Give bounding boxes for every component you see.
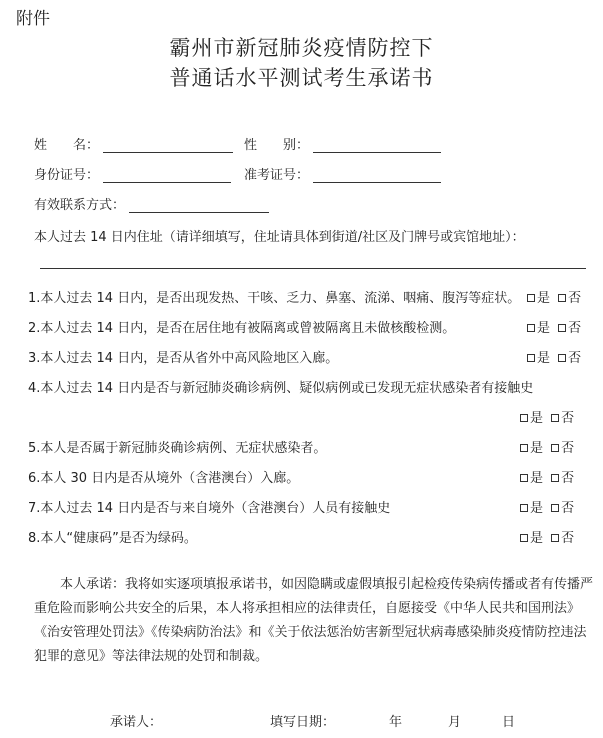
question-7: 7.本人过去 14 日内是否与来自境外（含港澳台）人员有接触史 xyxy=(28,501,391,516)
day-label: 日 xyxy=(502,715,516,730)
fill-date-label: 填写日期： xyxy=(270,715,336,730)
q5-options xyxy=(520,437,574,456)
q2-no-label: 否 xyxy=(568,321,582,336)
q3-options xyxy=(527,347,581,366)
q8-yes-label: 是 xyxy=(530,531,544,546)
gender-field-row xyxy=(244,134,441,153)
q4-options xyxy=(520,407,574,426)
month-label: 月 xyxy=(448,715,462,730)
pledge-text: 本人承诺：我将如实逐项填报承诺书，如因隐瞒或虚假填报引起检疫传染病传播或者有传播严重危险而影响公共安全的后果，本人将承担相应的法律责任，自愿接受《中华人民共和国刑法》《治安管理处罚法》《传染病防治法》和《关于依法惩治妨害新型冠状病毒感染肺炎疫情防控违法犯罪的意见》等法律法规的处罚和制裁。 xyxy=(34,577,594,664)
q3-yes-checkbox[interactable] xyxy=(527,354,535,362)
q6-yes-checkbox[interactable] xyxy=(520,474,528,482)
q5-no-label: 否 xyxy=(561,441,575,456)
q6-no-label: 否 xyxy=(561,471,575,486)
q4-no-checkbox[interactable] xyxy=(551,414,559,422)
q1-no-label: 否 xyxy=(568,291,582,306)
name-label: 姓 名： xyxy=(34,138,100,153)
q2-yes-label: 是 xyxy=(537,321,551,336)
id-field-row xyxy=(34,164,231,183)
question-5: 5.本人是否属于新冠肺炎确诊病例、无症状感染者。 xyxy=(28,441,327,456)
q6-yes-label: 是 xyxy=(530,471,544,486)
q8-no-checkbox[interactable] xyxy=(551,534,559,542)
q5-yes-checkbox[interactable] xyxy=(520,444,528,452)
q3-yes-label: 是 xyxy=(537,351,551,366)
question-4: 4.本人过去 14 日内是否与新冠肺炎确诊病例、疑似病例或已发现无症状感染者有接触史 xyxy=(28,381,534,396)
q4-yes-label: 是 xyxy=(530,411,544,426)
q1-yes-label: 是 xyxy=(537,291,551,306)
form-title-line2: 普通话水平测试考生承诺书 xyxy=(169,66,434,90)
q7-options xyxy=(520,497,574,516)
q4-yes-checkbox[interactable] xyxy=(520,414,528,422)
pledge-paragraph xyxy=(34,573,594,669)
q8-yes-checkbox[interactable] xyxy=(520,534,528,542)
ticket-label: 准考证号： xyxy=(244,168,310,183)
name-blank[interactable] xyxy=(103,138,233,153)
q1-no-checkbox[interactable] xyxy=(558,294,566,302)
question-6: 6.本人 30 日内是否从境外（含港澳台）入廊。 xyxy=(28,471,300,486)
pledger-label: 承诺人： xyxy=(110,715,163,730)
year-label: 年 xyxy=(389,715,403,730)
q3-no-label: 否 xyxy=(568,351,582,366)
id-blank[interactable] xyxy=(103,168,231,183)
ticket-blank[interactable] xyxy=(313,168,441,183)
q7-yes-checkbox[interactable] xyxy=(520,504,528,512)
name-field-row xyxy=(34,134,233,153)
id-label: 身份证号： xyxy=(34,168,100,183)
gender-blank[interactable] xyxy=(313,138,441,153)
q5-no-checkbox[interactable] xyxy=(551,444,559,452)
gender-label: 性 别： xyxy=(244,138,310,153)
q8-no-label: 否 xyxy=(561,531,575,546)
address-blank[interactable] xyxy=(40,268,586,269)
contact-field-row xyxy=(34,194,269,213)
q4-no-label: 否 xyxy=(561,411,575,426)
q5-yes-label: 是 xyxy=(530,441,544,456)
q7-no-label: 否 xyxy=(561,501,575,516)
q1-yes-checkbox[interactable] xyxy=(527,294,535,302)
q3-no-checkbox[interactable] xyxy=(558,354,566,362)
q2-yes-checkbox[interactable] xyxy=(527,324,535,332)
address-prompt: 本人过去 14 日内住址（请详细填写，住址请具体到街道/社区及门牌号或宾馆地址）： xyxy=(34,230,525,245)
q7-yes-label: 是 xyxy=(530,501,544,516)
q8-options xyxy=(520,527,574,546)
question-1: 1.本人过去 14 日内，是否出现发热、干咳、乏力、鼻塞、流涕、咽痛、腹泻等症状。 xyxy=(28,291,521,306)
contact-label: 有效联系方式： xyxy=(34,198,126,213)
q2-options xyxy=(527,317,581,336)
q2-no-checkbox[interactable] xyxy=(558,324,566,332)
ticket-field-row xyxy=(244,164,441,183)
q6-no-checkbox[interactable] xyxy=(551,474,559,482)
q6-options xyxy=(520,467,574,486)
form-title-line1: 霸州市新冠肺炎疫情防控下 xyxy=(169,36,434,60)
q7-no-checkbox[interactable] xyxy=(551,504,559,512)
q1-options xyxy=(527,287,581,306)
contact-blank[interactable] xyxy=(129,198,269,213)
question-2: 2.本人过去 14 日内，是否在居住地有被隔离或曾被隔离且未做核酸检测。 xyxy=(28,321,456,336)
attachment-label: 附件 xyxy=(16,9,50,29)
question-3: 3.本人过去 14 日内，是否从省外中高风险地区入廊。 xyxy=(28,351,339,366)
question-8: 8.本人“健康码”是否为绿码。 xyxy=(28,531,197,546)
